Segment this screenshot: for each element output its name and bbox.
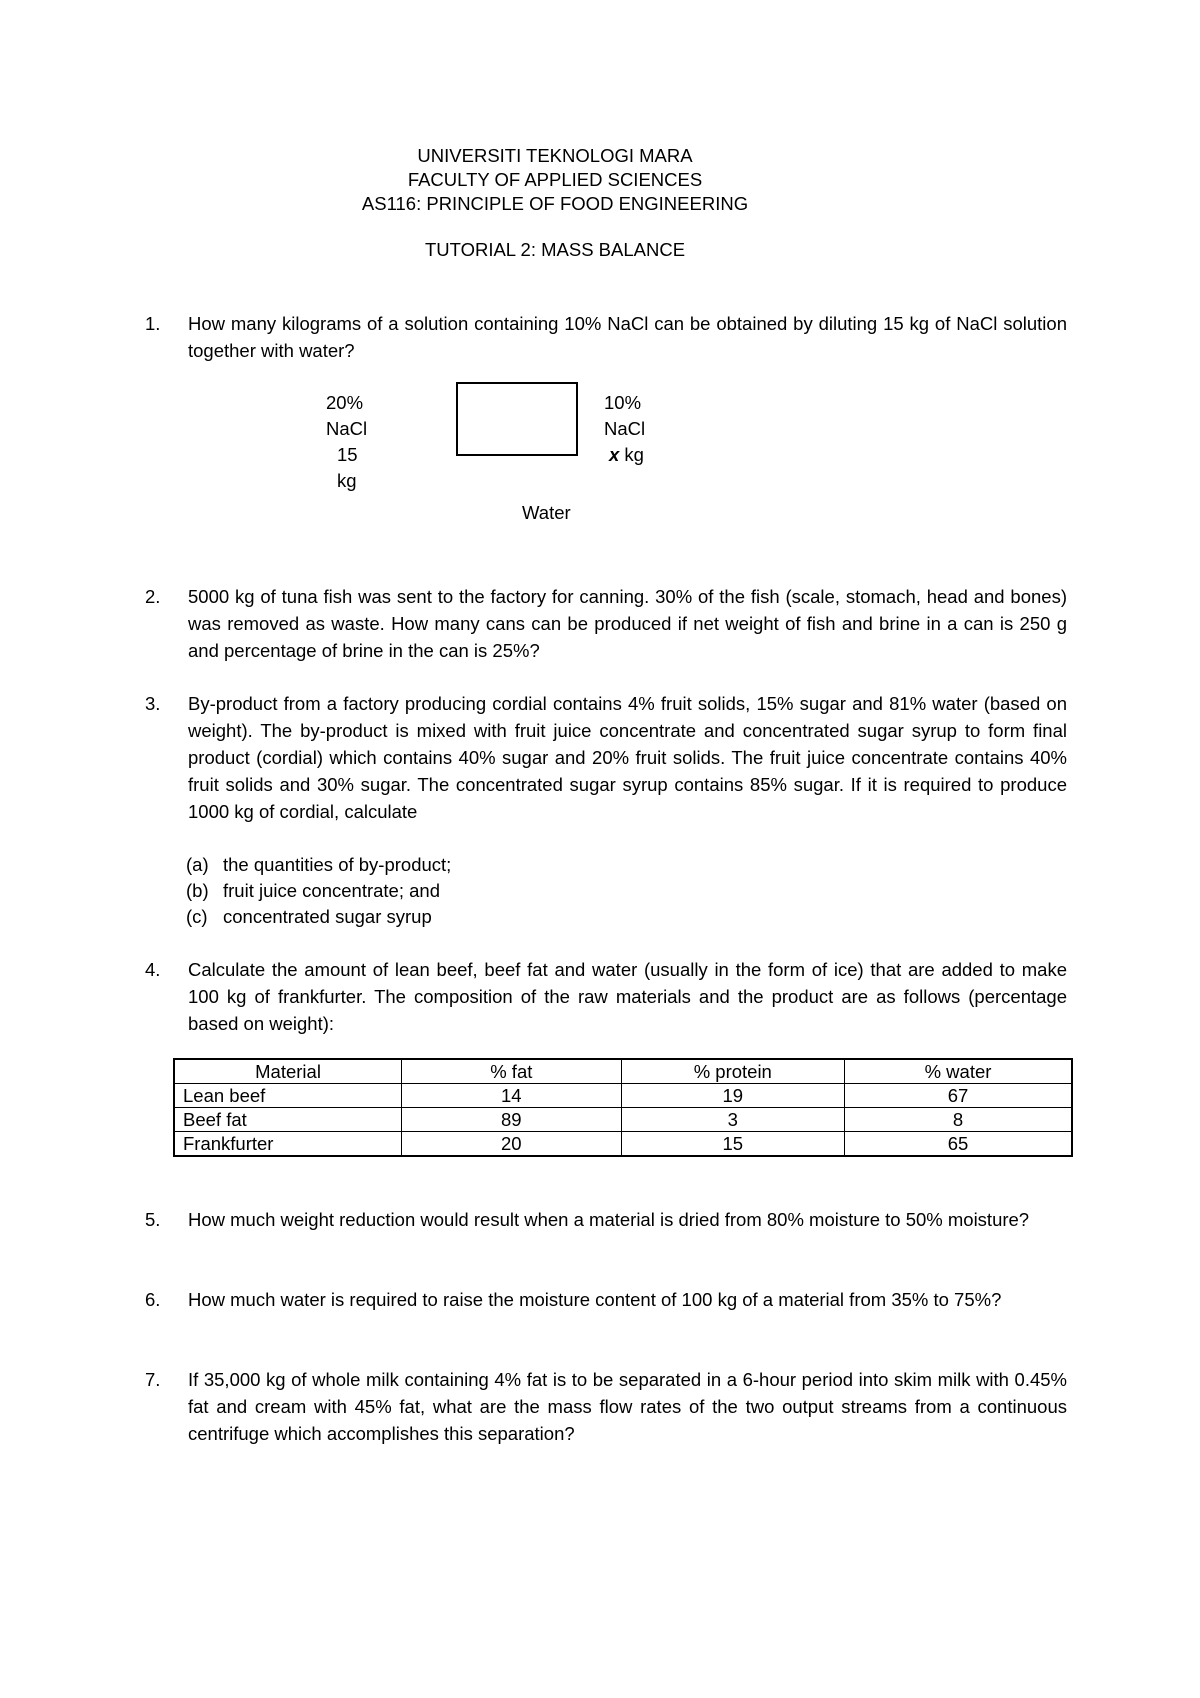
output-concentration: 10% NaCl [604, 392, 646, 439]
output-unit: kg [619, 444, 644, 465]
part-label: (c) [186, 906, 208, 927]
question-number: 6. [145, 1289, 161, 1310]
table-cell: 3 [621, 1108, 845, 1132]
table-cell: 67 [845, 1084, 1072, 1108]
question-text: How many kilograms of a solution containing 10% NaCl can be obtained by diluting 15 kg of NaCl solution together with water? [188, 313, 1067, 361]
part-label: (b) [186, 880, 209, 901]
column-header: % fat [402, 1059, 621, 1084]
question-text: By-product from a factory producing cordial contains 4% fruit solids, 15% sugar and 81% water (based on weight). The by-product is mixed with fruit juice concentrate and concentrated sugar syrup to form final product (cordial) which contains 40% sugar and 20% fruit solids. The fruit juice concentrate contains 40% fruit solids and 30% sugar. The concentrated sugar syrup contains 85% sugar. If it is required to produce 1000 kg of cordial, calculate [188, 693, 1067, 822]
list-item [186, 878, 451, 904]
question-4 [145, 956, 1067, 1037]
course-title: AS116: PRINCIPLE OF FOOD ENGINEERING [361, 193, 749, 214]
part-text: concentrated sugar syrup [223, 906, 432, 927]
input-concentration: 20% NaCl [326, 392, 368, 439]
university-name: UNIVERSITI TEKNOLOGI MARA [417, 145, 693, 166]
table-row [174, 1108, 1072, 1132]
table-cell: 14 [402, 1084, 621, 1108]
question-text: If 35,000 kg of whole milk containing 4% fat is to be separated in a 6-hour period into skim milk with 0.45% fat and cream with 45% fat, what are the mass flow rates of the two output streams from a continuous centrifuge which accomplishes this separation? [188, 1369, 1067, 1444]
table-header-row [174, 1059, 1072, 1084]
list-item [186, 852, 451, 878]
table-cell: 15 [621, 1132, 845, 1157]
table-cell: Beef fat [174, 1108, 402, 1132]
question-1 [145, 310, 1067, 364]
list-item [186, 904, 451, 930]
process-box [456, 382, 578, 456]
table-cell: 20 [402, 1132, 621, 1157]
column-header: % protein [621, 1059, 845, 1084]
question-text: Calculate the amount of lean beef, beef fat and water (usually in the form of ice) that are added to make 100 kg of frankfurter. The composition of the raw materials and the product are as follows (percentage based on weight): [188, 959, 1067, 1034]
tutorial-title: TUTORIAL 2: MASS BALANCE [424, 239, 686, 260]
output-mass [604, 442, 645, 468]
water-stream-label: Water [522, 502, 571, 523]
question-number: 4. [145, 959, 161, 980]
part-label: (a) [186, 854, 209, 875]
part-text: fruit juice concentrate; and [223, 880, 440, 901]
part-text: the quantities of by-product; [223, 854, 452, 875]
composition-table [173, 1058, 1073, 1157]
question-7 [145, 1366, 1067, 1447]
table-cell: Lean beef [174, 1084, 402, 1108]
output-stream-label [604, 390, 645, 468]
question-3-parts [186, 852, 451, 930]
table-cell: Frankfurter [174, 1132, 402, 1157]
question-text: 5000 kg of tuna fish was sent to the factory for canning. 30% of the fish (scale, stomach, head and bones) was removed as waste. How many cans can be produced if net weight of fish and brine in a can is 250 g and percentage of brine in the can is 25%? [188, 586, 1067, 661]
table-cell: 89 [402, 1108, 621, 1132]
column-header: % water [845, 1059, 1072, 1084]
input-mass: 15 kg [337, 444, 358, 491]
question-number: 1. [145, 313, 161, 334]
question-number: 3. [145, 693, 161, 714]
faculty-name: FACULTY OF APPLIED SCIENCES [407, 169, 703, 190]
table-cell: 19 [621, 1084, 845, 1108]
table-row [174, 1084, 1072, 1108]
output-variable: x [609, 444, 620, 465]
question-2 [145, 583, 1067, 664]
document-header [0, 144, 1110, 262]
question-number: 7. [145, 1369, 161, 1390]
question-5 [145, 1206, 1067, 1233]
question-6 [145, 1286, 1067, 1313]
question-text: How much water is required to raise the moisture content of 100 kg of a material from 35% to 75%? [188, 1289, 1002, 1310]
table-row [174, 1132, 1072, 1157]
question-number: 2. [145, 586, 161, 607]
column-header: Material [174, 1059, 402, 1084]
table-cell: 8 [845, 1108, 1072, 1132]
table-cell: 65 [845, 1132, 1072, 1157]
question-number: 5. [145, 1209, 161, 1230]
question-text: How much weight reduction would result when a material is dried from 80% moisture to 50% moisture? [188, 1209, 1030, 1230]
question-3 [145, 690, 1067, 825]
input-stream-label [326, 390, 367, 494]
